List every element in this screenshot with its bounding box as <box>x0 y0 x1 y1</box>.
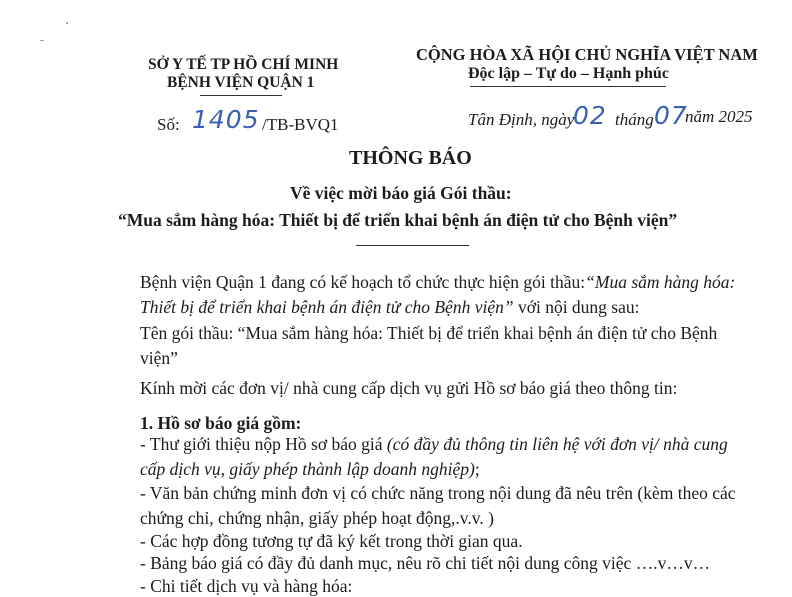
package-name-line-1: Tên gói thầu: “Mua sắm hàng hóa: Thiết bị để triển khai bệnh án điện tử cho Bệnh <box>140 323 718 343</box>
intro-plain-text: Bệnh viện Quận 1 đang có kế hoạch tổ chức thực hiện gói thầu: <box>140 272 586 292</box>
document-number-label: Số: <box>157 115 180 134</box>
nation-title: CỘNG HÒA XÃ HỘI CHỦ NGHĨA VIỆT NAM <box>416 45 758 64</box>
cover-letter-note-cont: cấp dịch vụ, giấy phép thành lập doanh nghiệp) <box>140 459 475 479</box>
cover-letter-text: - Thư giới thiệu nộp Hồ sơ báo giá <box>140 434 387 454</box>
scan-speck <box>66 22 68 24</box>
date-year: năm 2025 <box>685 107 753 126</box>
intro-italic-text: “Mua sắm hàng hóa: <box>585 272 736 292</box>
date-prefix: Tân Định, ngày <box>468 110 575 129</box>
notice-title: THÔNG BÁO <box>349 147 472 169</box>
list-item-capability-doc: - Văn bản chứng minh đơn vị có chức năng trong nội dung đã nêu trên (kèm theo các <box>140 483 736 503</box>
notice-package-name: “Mua sắm hàng hóa: Thiết bị để triển khai bệnh án điện tử cho Bệnh viện” <box>118 210 678 230</box>
national-motto: Độc lập – Tự do – Hạnh phúc <box>468 65 669 82</box>
document-number-handwritten: 1405 <box>192 105 260 134</box>
document-number-suffix: /TB-BVQ1 <box>262 115 339 134</box>
intro-plain-continuation: với nội dung sau: <box>513 297 640 317</box>
intro-paragraph-line-1 <box>140 272 735 293</box>
list-item-contracts: - Các hợp đồng tương tự đã ký kết trong thời gian qua. <box>140 531 523 551</box>
date-month-label: tháng <box>615 110 654 129</box>
intro-italic-continuation: Thiết bị để triển khai bệnh án điện tử cho Bệnh viện” <box>140 297 514 317</box>
list-item-cover-letter-cont <box>140 459 480 480</box>
list-item-capability-doc-cont: chứng chỉ, chứng nhận, giấy phép hoạt động,.v.v. ) <box>140 508 494 528</box>
list-item-quotation: - Bảng báo giá có đầy đủ danh mục, nêu rõ chi tiết nội dung công việc ….v…v… <box>140 553 711 573</box>
title-divider <box>356 245 469 246</box>
date-day-handwritten: 02 <box>573 101 607 130</box>
scan-speck <box>40 40 44 41</box>
list-item-cover-letter <box>140 434 728 455</box>
package-name-line-2: viện” <box>140 348 178 368</box>
hospital-underline <box>200 95 282 96</box>
section-1-heading: 1. Hồ sơ báo giá gồm: <box>140 413 302 433</box>
motto-underline <box>470 86 666 87</box>
intro-paragraph-line-2 <box>140 297 640 318</box>
date-month-handwritten: 07 <box>654 101 688 130</box>
list-item-service-details: - Chi tiết dịch vụ và hàng hóa: <box>140 576 353 596</box>
invitation-text: Kính mời các đơn vị/ nhà cung cấp dịch vụ gửi Hồ sơ báo giá theo thông tin: <box>140 378 678 398</box>
department-name: SỞ Y TẾ TP HỒ CHÍ MINH <box>148 56 339 73</box>
cover-letter-end: ; <box>474 459 480 479</box>
hospital-name: BỆNH VIỆN QUẬN 1 <box>167 74 315 91</box>
notice-subtitle: Về việc mời báo giá Gói thầu: <box>290 183 512 203</box>
cover-letter-note: (có đầy đủ thông tin liên hệ với đơn vị/ nhà cung <box>386 434 728 454</box>
